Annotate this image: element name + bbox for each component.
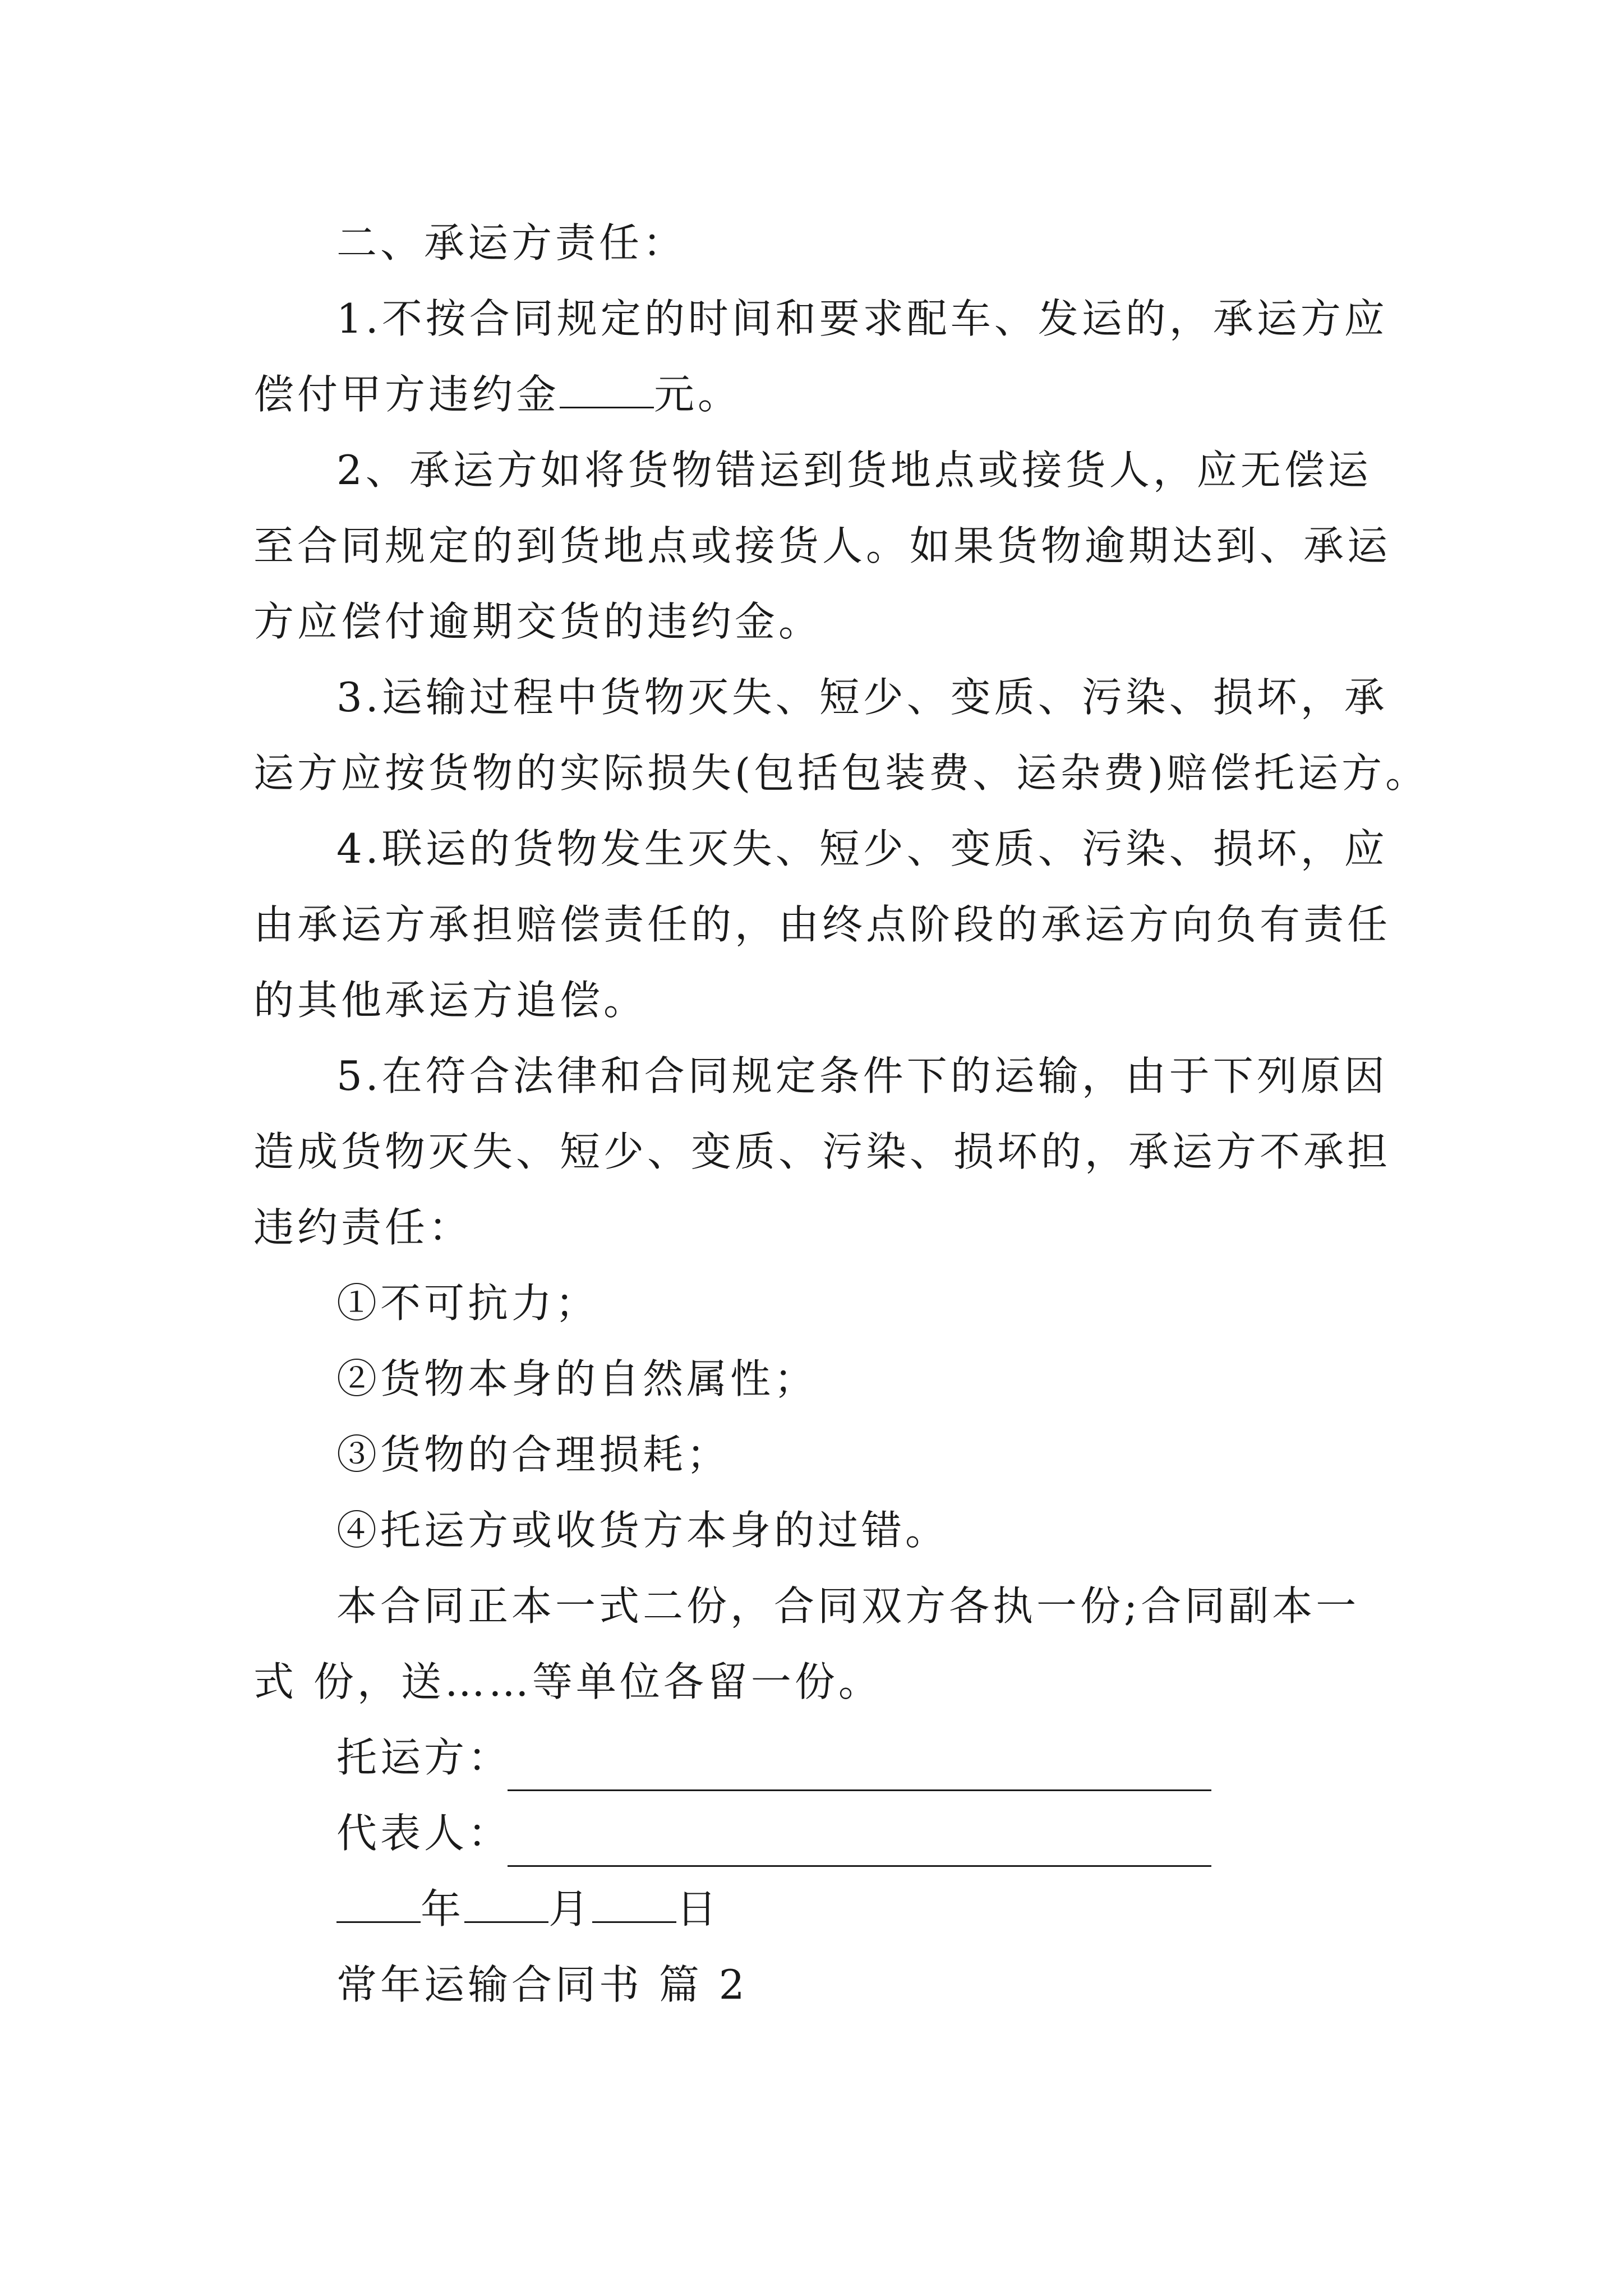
item-4-line-2: 由承运方承担赔偿责任的，由终点阶段的承运方向负有责任	[253, 901, 1391, 948]
reason-2: ②货物本身的自然属性；	[336, 1355, 818, 1402]
reason-4: ④托运方或收货方本身的过错。	[336, 1507, 949, 1554]
next-section-title: 常年运输合同书 篇 2	[336, 1961, 748, 2008]
representative-signature-line	[508, 1865, 1211, 1867]
copies-line-2: 式 份，送……等单位各留一份。	[253, 1658, 882, 1705]
copies-line-1: 本合同正本一式二份，合同双方各执一份;合同副本一	[336, 1582, 1360, 1630]
item-3-line-2: 运方应按货物的实际损失(包括包装费、运杂费)赔偿托运方。	[253, 749, 1430, 797]
item-2-line-2: 至合同规定的到货地点或接货人。如果货物逾期达到、承运	[253, 522, 1391, 569]
penalty-amount-blank	[560, 373, 654, 408]
item-1-text-before-blank: 偿付甲方违约金	[253, 371, 560, 418]
reason-1: ①不可抗力；	[336, 1280, 600, 1327]
date-month-label: 月	[548, 1885, 593, 1932]
month-blank	[464, 1888, 548, 1923]
year-blank	[336, 1888, 421, 1923]
date-year-label: 年	[421, 1885, 465, 1932]
shipper-label: 托运方：	[336, 1734, 512, 1781]
item-2-line-1: 2、承运方如将货物错运到货地点或接货人，应无偿运	[336, 447, 1372, 494]
item-1-line-1: 1.不按合同规定的时间和要求配车、发运的，承运方应	[336, 295, 1388, 342]
item-5-line-3: 违约责任：	[253, 1204, 473, 1251]
shipper-signature-line	[508, 1789, 1211, 1791]
reason-3: ③货物的合理损耗；	[336, 1431, 731, 1478]
date-day-label: 日	[676, 1885, 721, 1932]
item-5-line-1: 5.在符合法律和合同规定条件下的运输，由于下列原因	[336, 1052, 1388, 1099]
item-1-line-2	[253, 369, 1386, 420]
item-4-line-3: 的其他承运方追偿。	[253, 977, 648, 1024]
item-4-line-1: 4.联运的货物发生灭失、短少、变质、污染、损坏，应	[336, 825, 1388, 872]
day-blank	[592, 1888, 676, 1923]
item-3-line-1: 3.运输过程中货物灭失、短少、变质、污染、损坏，承	[336, 674, 1388, 721]
item-5-line-2: 造成货物灭失、短少、变质、污染、损坏的，承运方不承担	[253, 1128, 1391, 1175]
item-1-text-after-blank: 元。	[654, 371, 742, 418]
date-line	[336, 1884, 1391, 1934]
section-heading: 二、承运方责任：	[336, 219, 687, 266]
item-2-line-3: 方应偿付逾期交货的违约金。	[253, 598, 823, 645]
representative-label: 代表人：	[336, 1810, 512, 1857]
